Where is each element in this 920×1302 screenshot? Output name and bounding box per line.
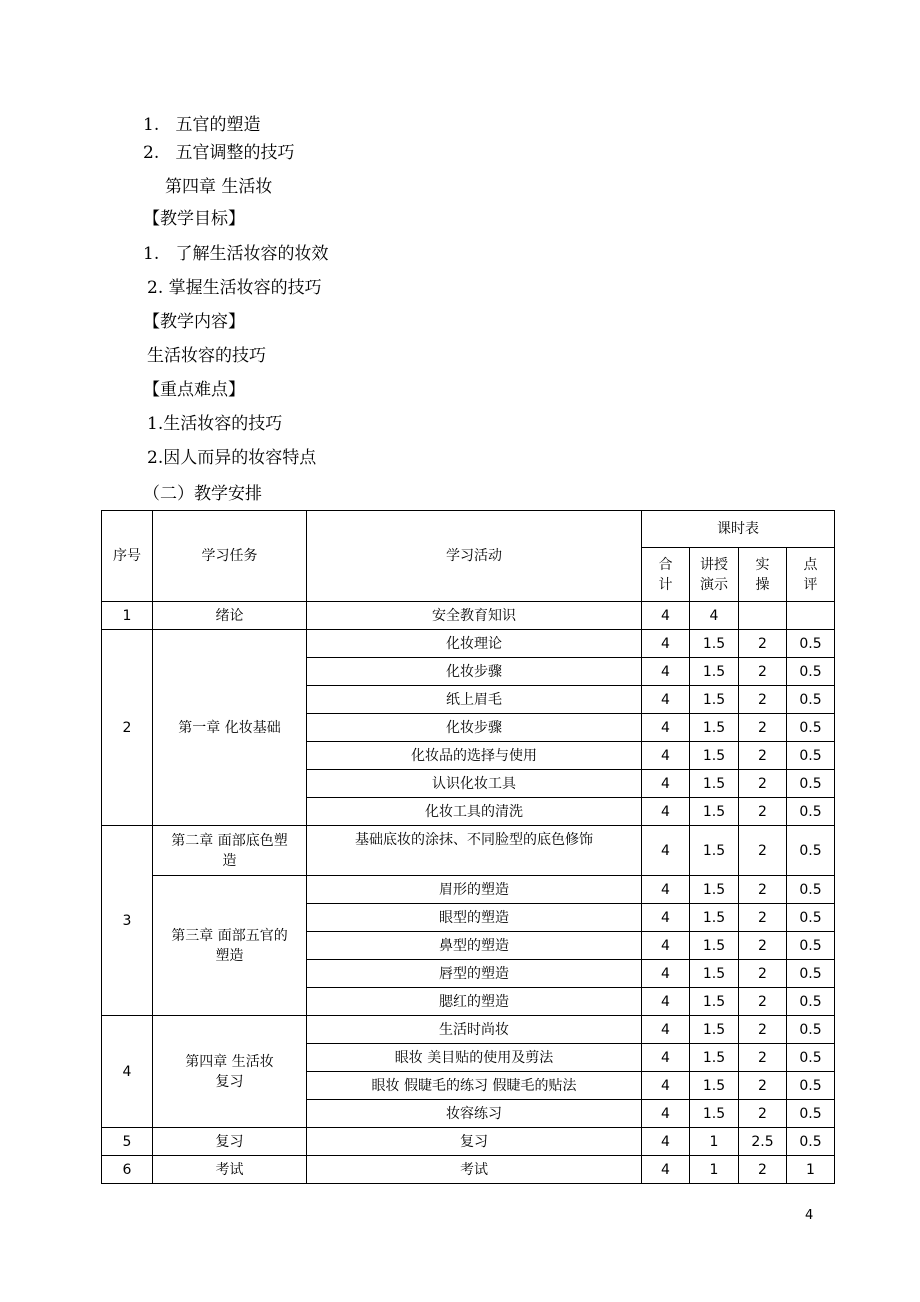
cell-review: 0.5 [787, 1100, 835, 1128]
cell-practice: 2 [739, 658, 787, 686]
cell-lecture: 1.5 [690, 876, 739, 904]
cell-review: 0.5 [787, 932, 835, 960]
cell-activity: 化妆步骤 [307, 658, 642, 686]
cell-lecture: 1.5 [690, 742, 739, 770]
cell-total: 4 [642, 630, 690, 658]
cell-lecture: 1.5 [690, 658, 739, 686]
cell-review: 0.5 [787, 1016, 835, 1044]
header-task: 学习任务 [153, 511, 307, 602]
schedule-heading: （二）教学安排 [143, 484, 262, 504]
goal-item-2 [147, 278, 322, 298]
list-number: 2. [147, 278, 164, 298]
list-number: 1. [143, 115, 160, 135]
cell-total: 4 [642, 1072, 690, 1100]
cell-review: 0.5 [787, 686, 835, 714]
cell-seq: 1 [102, 602, 153, 630]
key-heading: 【重点难点】 [143, 380, 245, 400]
cell-total: 4 [642, 686, 690, 714]
cell-activity: 基础底妆的涂抹、不同脸型的底色修饰 [307, 826, 642, 876]
cell-total: 4 [642, 1156, 690, 1184]
cell-total: 4 [642, 876, 690, 904]
cell-lecture: 4 [690, 602, 739, 630]
cell-practice: 2 [739, 798, 787, 826]
cell-seq: 3 [102, 826, 153, 1016]
cell-activity: 妆容练习 [307, 1100, 642, 1128]
goal-item-1 [143, 244, 328, 264]
table-row [102, 602, 835, 630]
cell-lecture: 1.5 [690, 770, 739, 798]
cell-total: 4 [642, 826, 690, 876]
cell-lecture: 1.5 [690, 988, 739, 1016]
cell-lecture: 1.5 [690, 630, 739, 658]
list-text: 了解生活妆容的妆效 [175, 244, 329, 264]
cell-activity: 眼型的塑造 [307, 904, 642, 932]
list-text: 掌握生活妆容的技巧 [168, 278, 322, 298]
header-lecture: 讲授 演示 [690, 548, 739, 602]
cell-total: 4 [642, 932, 690, 960]
cell-total: 4 [642, 988, 690, 1016]
schedule-table-body [102, 511, 835, 1184]
cell-lecture: 1.5 [690, 960, 739, 988]
cell-review: 0.5 [787, 1128, 835, 1156]
cell-activity: 鼻型的塑造 [307, 932, 642, 960]
cell-total: 4 [642, 742, 690, 770]
cell-activity: 眉形的塑造 [307, 876, 642, 904]
cell-practice: 2 [739, 904, 787, 932]
table-row [102, 630, 835, 658]
cell-total: 4 [642, 714, 690, 742]
cell-lecture: 1.5 [690, 1016, 739, 1044]
cell-lecture: 1.5 [690, 1044, 739, 1072]
cell-activity: 纸上眉毛 [307, 686, 642, 714]
cell-practice: 2 [739, 1156, 787, 1184]
cell-practice: 2.5 [739, 1128, 787, 1156]
cell-activity: 化妆品的选择与使用 [307, 742, 642, 770]
cell-review: 0.5 [787, 826, 835, 876]
cell-review: 0.5 [787, 1044, 835, 1072]
cell-lecture: 1.5 [690, 826, 739, 876]
cell-practice: 2 [739, 1072, 787, 1100]
cell-practice: 2 [739, 770, 787, 798]
cell-total: 4 [642, 602, 690, 630]
cell-practice: 2 [739, 1100, 787, 1128]
cell-seq: 6 [102, 1156, 153, 1184]
cell-review: 1 [787, 1156, 835, 1184]
cell-practice: 2 [739, 1016, 787, 1044]
cell-seq: 5 [102, 1128, 153, 1156]
cell-review: 0.5 [787, 742, 835, 770]
cell-review: 0.5 [787, 1072, 835, 1100]
cell-practice: 2 [739, 988, 787, 1016]
cell-activity: 腮红的塑造 [307, 988, 642, 1016]
cell-review: 0.5 [787, 714, 835, 742]
cell-total: 4 [642, 904, 690, 932]
cell-activity: 考试 [307, 1156, 642, 1184]
cell-task: 绪论 [153, 602, 307, 630]
table-row [102, 1156, 835, 1184]
header-hours: 课时表 [642, 511, 835, 548]
cell-review: 0.5 [787, 798, 835, 826]
list-item-1 [143, 115, 260, 135]
cell-practice [739, 602, 787, 630]
cell-review: 0.5 [787, 876, 835, 904]
cell-total: 4 [642, 1044, 690, 1072]
cell-lecture: 1 [690, 1128, 739, 1156]
cell-review [787, 602, 835, 630]
page-number: 4 [805, 1208, 814, 1223]
header-row [102, 511, 835, 548]
cell-lecture: 1.5 [690, 686, 739, 714]
cell-seq: 4 [102, 1016, 153, 1128]
cell-total: 4 [642, 1016, 690, 1044]
cell-task: 考试 [153, 1156, 307, 1184]
cell-practice: 2 [739, 630, 787, 658]
list-item-2 [143, 143, 294, 163]
cell-total: 4 [642, 1100, 690, 1128]
goal-heading: 【教学目标】 [143, 209, 245, 229]
cell-practice: 2 [739, 742, 787, 770]
cell-review: 0.5 [787, 904, 835, 932]
table-row [102, 1016, 835, 1044]
cell-lecture: 1 [690, 1156, 739, 1184]
cell-activity: 化妆工具的清洗 [307, 798, 642, 826]
schedule-table [101, 510, 835, 1184]
cell-lecture: 1.5 [690, 1100, 739, 1128]
cell-lecture: 1.5 [690, 932, 739, 960]
table-row [102, 876, 835, 904]
cell-practice: 2 [739, 876, 787, 904]
cell-total: 4 [642, 658, 690, 686]
list-number: 2. [143, 143, 160, 163]
table-row [102, 1128, 835, 1156]
header-total: 合 计 [642, 548, 690, 602]
chapter-title: 第四章 生活妆 [165, 177, 273, 197]
cell-review: 0.5 [787, 658, 835, 686]
cell-activity: 眼妆 假睫毛的练习 假睫毛的贴法 [307, 1072, 642, 1100]
table-row [102, 826, 835, 876]
header-practice: 实 操 [739, 548, 787, 602]
cell-practice: 2 [739, 932, 787, 960]
cell-activity: 生活时尚妆 [307, 1016, 642, 1044]
cell-total: 4 [642, 960, 690, 988]
key-item-1: 1.生活妆容的技巧 [147, 414, 283, 434]
cell-task: 第二章 面部底色塑 造 [153, 826, 307, 876]
cell-activity: 化妆步骤 [307, 714, 642, 742]
cell-review: 0.5 [787, 960, 835, 988]
cell-practice: 2 [739, 714, 787, 742]
cell-task: 第一章 化妆基础 [153, 630, 307, 826]
header-review: 点 评 [787, 548, 835, 602]
cell-review: 0.5 [787, 988, 835, 1016]
cell-activity: 眼妆 美目贴的使用及剪法 [307, 1044, 642, 1072]
cell-activity: 认识化妆工具 [307, 770, 642, 798]
cell-review: 0.5 [787, 630, 835, 658]
cell-task: 第四章 生活妆 复习 [153, 1016, 307, 1128]
cell-lecture: 1.5 [690, 904, 739, 932]
cell-practice: 2 [739, 826, 787, 876]
cell-lecture: 1.5 [690, 714, 739, 742]
cell-practice: 2 [739, 1044, 787, 1072]
header-activity: 学习活动 [307, 511, 642, 602]
cell-total: 4 [642, 798, 690, 826]
list-number: 1. [143, 244, 160, 264]
cell-review: 0.5 [787, 770, 835, 798]
cell-activity: 复习 [307, 1128, 642, 1156]
cell-activity: 安全教育知识 [307, 602, 642, 630]
key-item-2: 2.因人而异的妆容特点 [147, 448, 317, 468]
cell-total: 4 [642, 1128, 690, 1156]
cell-lecture: 1.5 [690, 1072, 739, 1100]
cell-seq: 2 [102, 630, 153, 826]
cell-practice: 2 [739, 960, 787, 988]
list-text: 五官的塑造 [175, 115, 261, 135]
cell-activity: 唇型的塑造 [307, 960, 642, 988]
cell-task: 第三章 面部五官的 塑造 [153, 876, 307, 1016]
list-text: 五官调整的技巧 [175, 143, 295, 163]
cell-activity: 化妆理论 [307, 630, 642, 658]
content-text: 生活妆容的技巧 [147, 346, 266, 366]
content-heading: 【教学内容】 [143, 312, 245, 332]
cell-practice: 2 [739, 686, 787, 714]
cell-task: 复习 [153, 1128, 307, 1156]
header-seq: 序号 [102, 511, 153, 602]
cell-lecture: 1.5 [690, 798, 739, 826]
cell-total: 4 [642, 770, 690, 798]
